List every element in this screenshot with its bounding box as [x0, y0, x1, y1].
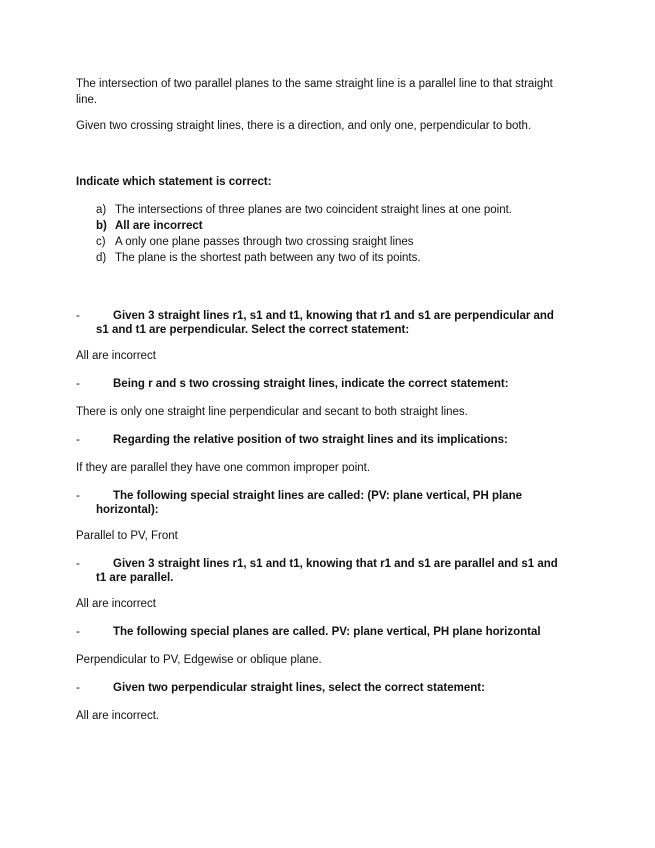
option-d: d) The plane is the shortest path between any two of its points.	[96, 252, 421, 264]
qa-item-4: - The following special straight lines are called: (PV: plane vertical, PH plane horizontal): Parallel to PV, Front	[76, 488, 576, 544]
answer: All are incorrect	[76, 598, 156, 610]
option-b: b) All are incorrect	[96, 220, 203, 232]
answer: All are incorrect.	[76, 710, 160, 722]
qa-item-1: - Given 3 straight lines r1, s1 and t1, knowing that r1 and s1 are perpendicular and s1 and t1 are perpendicular. Select the correct statement: All are incorrect	[76, 308, 576, 364]
question-title: Indicate which statement is correct:	[76, 176, 272, 188]
qa-item-6: - The following special planes are called. PV: plane vertical, PH plane horizontal Perpendicular to PV, Edgewise or oblique plane.	[76, 624, 576, 668]
qa-item-5: - Given 3 straight lines r1, s1 and t1, knowing that r1 and s1 are parallel and s1 and t1 are parallel. All are incorrect	[76, 556, 576, 612]
intro-paragraph-1: The intersection of two parallel planes to the same straight line is a parallel line to that straight line.	[76, 78, 553, 106]
options-list	[96, 202, 576, 266]
intro-paragraph-2: Given two crossing straight lines, there is a direction, and only one, perpendicular to both.	[76, 120, 532, 132]
option-a: a) The intersections of three planes are two coincident straight lines at one point.	[96, 204, 512, 216]
answer: There is only one straight line perpendicular and secant to both straight lines.	[76, 406, 468, 418]
answer: Perpendicular to PV, Edgewise or oblique plane.	[76, 654, 322, 666]
qa-item-3: - Regarding the relative position of two straight lines and its implications: If they are parallel they have one common improper point.	[76, 432, 576, 476]
answer: All are incorrect	[76, 350, 156, 362]
document-page	[76, 76, 576, 736]
answer: If they are parallel they have one common improper point.	[76, 462, 371, 474]
qa-item-7: - Given two perpendicular straight lines, select the correct statement: All are incorrect.	[76, 680, 576, 724]
option-c: c) A only one plane passes through two crossing sraight lines	[96, 236, 414, 248]
answer: Parallel to PV, Front	[76, 530, 178, 542]
qa-item-2: - Being r and s two crossing straight lines, indicate the correct statement: There is only one straight line perpendicular and secant to both straight lines.	[76, 376, 576, 420]
